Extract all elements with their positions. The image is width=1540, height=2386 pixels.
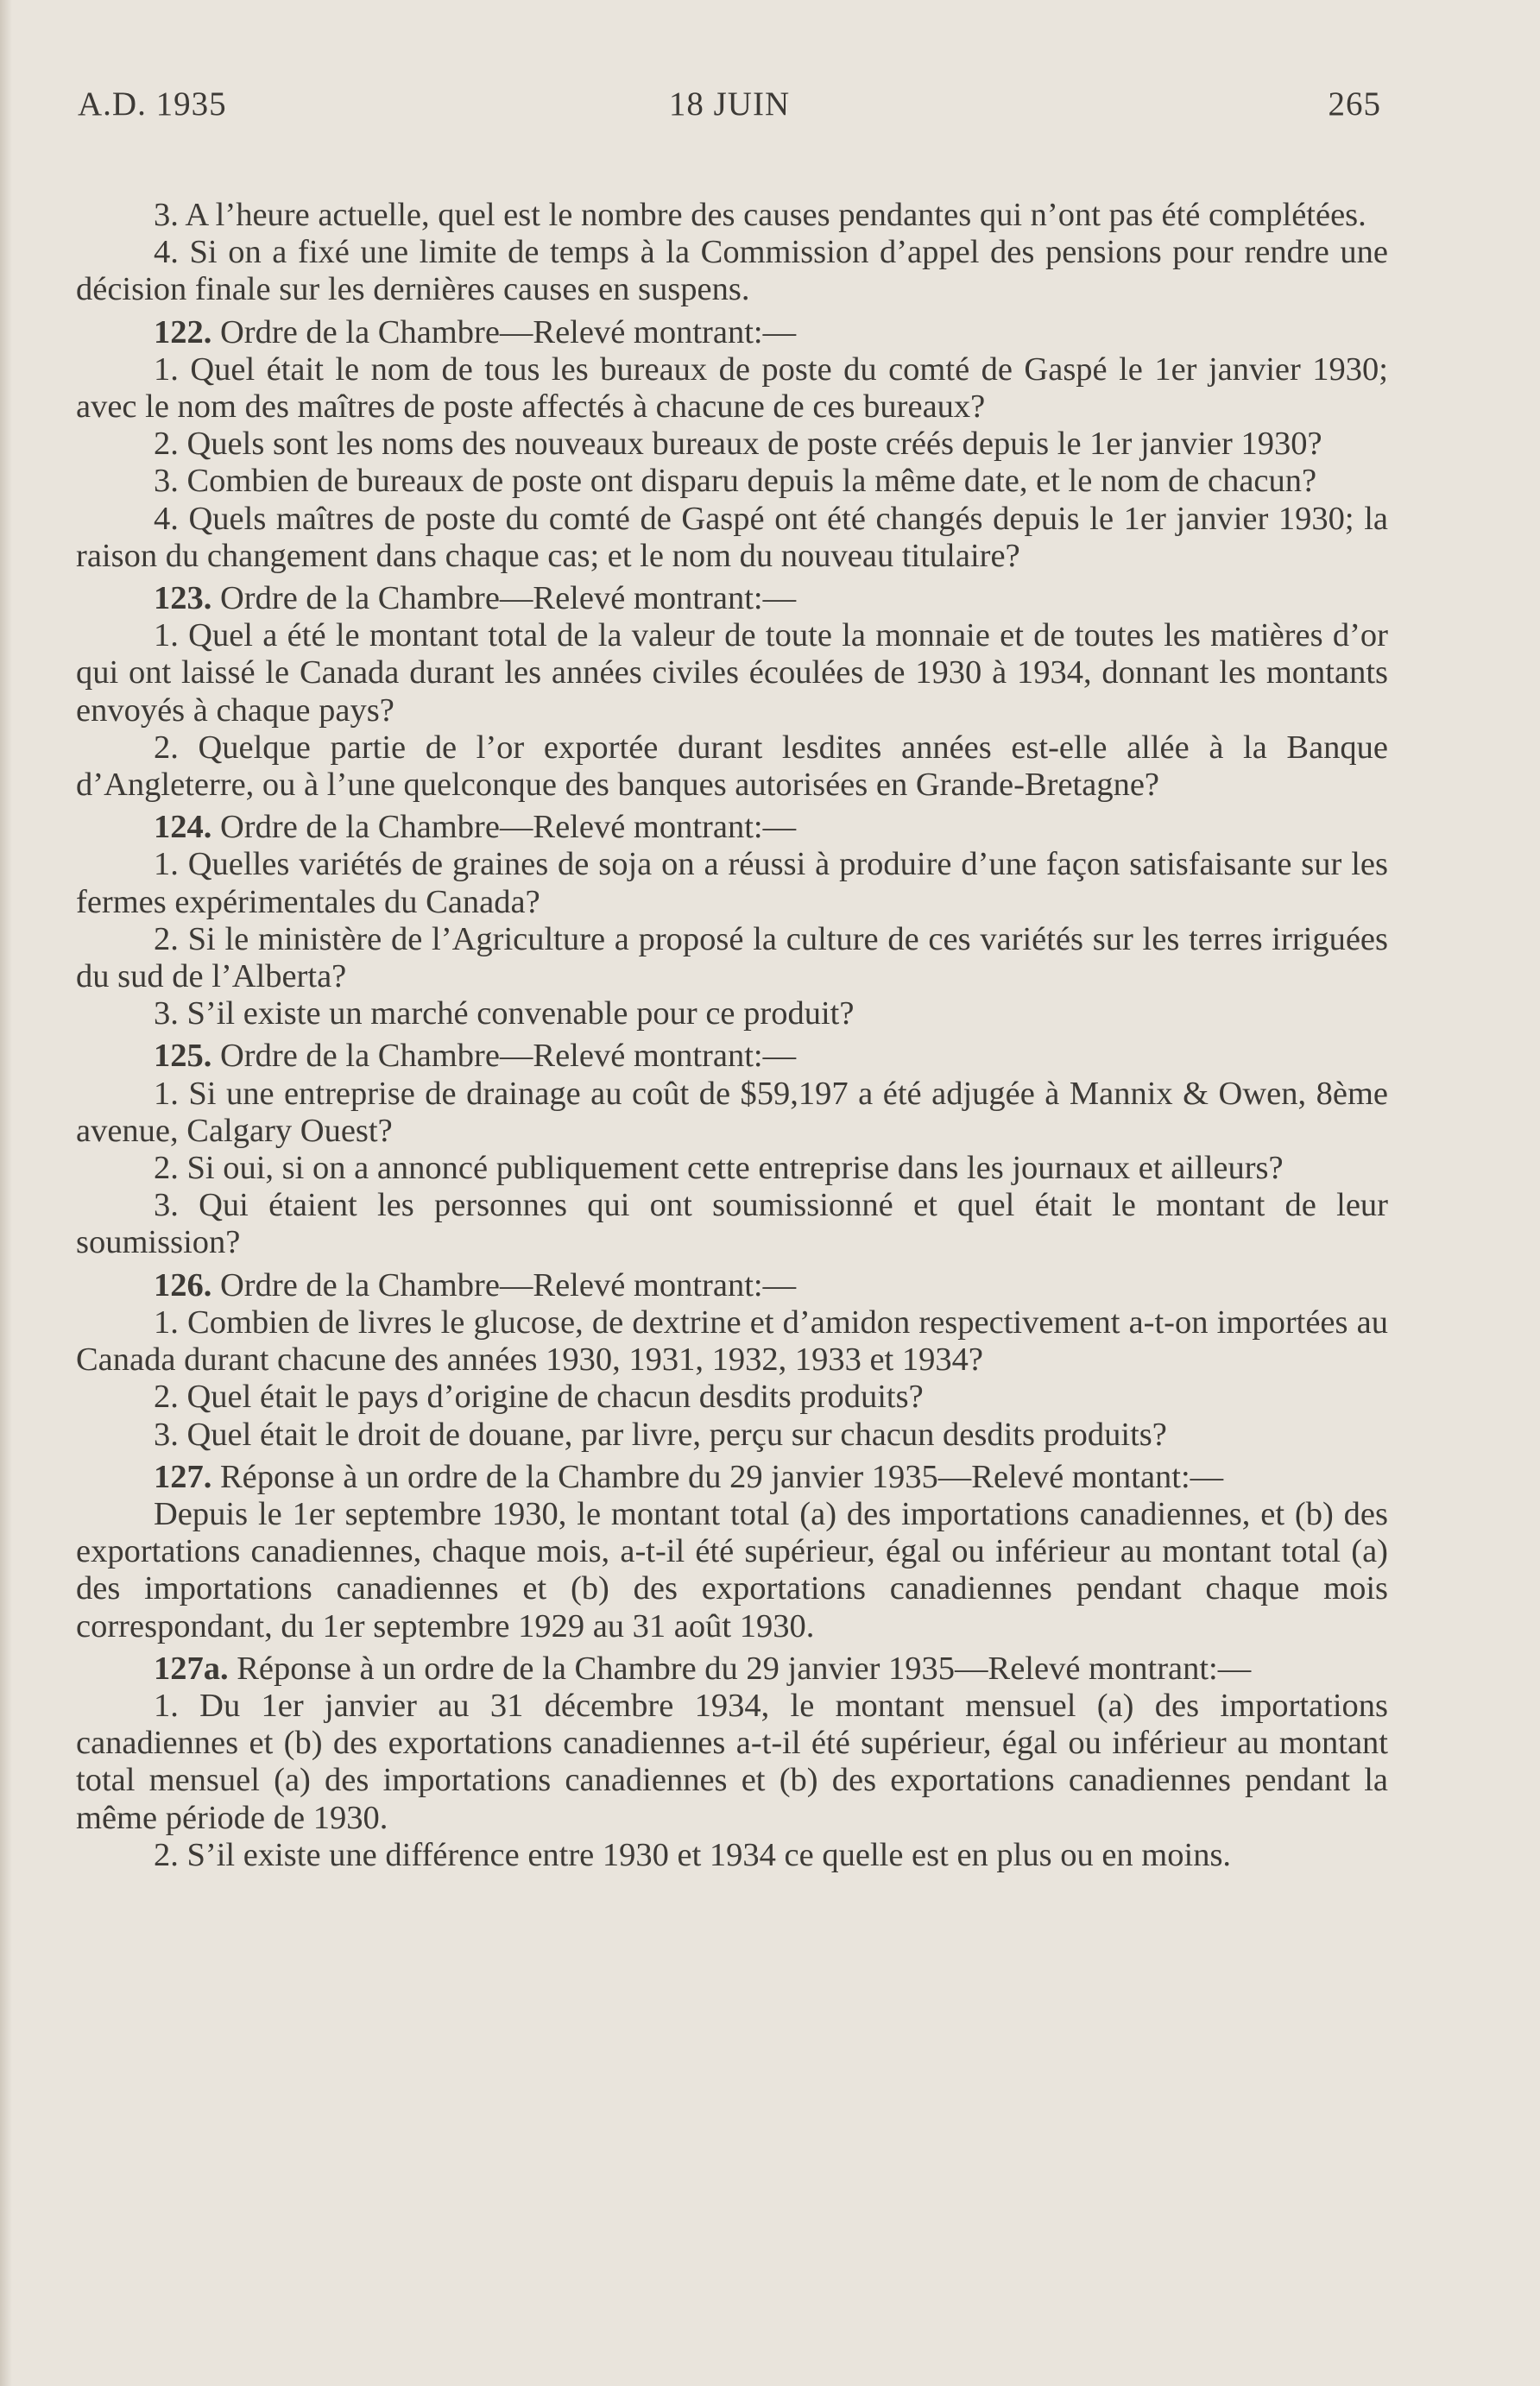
paragraph-text: 1. Combien de livres le glucose, de dextrine et d’amidon respectivement a-t-on importées au Canada durant chacune des années 1930, 1931, 1932, 1933 et 1934? bbox=[76, 1303, 1388, 1379]
question-paragraph bbox=[76, 1417, 1388, 1454]
paragraph-text: Ordre de la Chambre—Relevé montrant:— bbox=[220, 809, 797, 846]
paragraph-text: Depuis le 1er septembre 1930, le montant total (a) des importations canadiennes, et (b) des exportations canadiennes, chaque mois, a-t-il été supérieur, égal ou inférieur au montant total (a) des importations canadiennes et (b) des exportations canadiennes pendant chaque mois correspondant, du 1er septembre 1929 au 31 août 1930. bbox=[76, 1495, 1388, 1644]
paragraph-text: 4. Quels maîtres de poste du comté de Gaspé ont été changés depuis le 1er janvier 1930; la raison du changement dans chaque cas; et le nom du nouveau titulaire? bbox=[76, 500, 1388, 574]
paragraph-text: Ordre de la Chambre—Relevé montrant:— bbox=[220, 1266, 797, 1303]
question-paragraph bbox=[76, 617, 1388, 729]
header-date: 18 JUIN bbox=[668, 85, 791, 123]
paragraph-text: 2. S’il existe une différence entre 1930 et 1934 ce quelle est en plus ou en moins. bbox=[154, 1836, 1232, 1873]
header-year: A.D. 1935 bbox=[78, 85, 227, 123]
order-number: 124. bbox=[154, 809, 212, 846]
page-header bbox=[78, 85, 1381, 136]
page-edge bbox=[0, 0, 12, 2386]
question-paragraph bbox=[76, 1496, 1388, 1645]
question-paragraph bbox=[76, 1187, 1388, 1261]
paragraph-text: 3. S’il existe un marché convenable pour ce produit? bbox=[154, 995, 855, 1032]
paragraph-text: Ordre de la Chambre—Relevé montrant:— bbox=[220, 313, 797, 350]
paragraph-text: 2. Quel était le pays d’origine de chacun desdits produits? bbox=[154, 1379, 924, 1416]
page-number: 265 bbox=[1328, 85, 1381, 123]
question-paragraph bbox=[76, 846, 1388, 920]
paragraph-text: 1. Si une entreprise de drainage au coût de $59,197 a été adjugée à Mannix & Owen, 8ème avenue, Calgary Ouest? bbox=[76, 1075, 1388, 1149]
paragraph-text: 1. Du 1er janvier au 31 décembre 1934, le montant mensuel (a) des importations canadiennes et (b) des exportations canadiennes a-t-il été supérieur, égal ou inférieur au montant total mensuel (a) des importations canadiennes et (b) des exportations canadiennes pendant la même période de 1930. bbox=[76, 1687, 1388, 1836]
paragraph-text: 3. Quel était le droit de douane, par livre, perçu sur chacun desdits produits? bbox=[154, 1416, 1167, 1453]
order-number: 123. bbox=[154, 580, 212, 617]
question-paragraph bbox=[76, 1150, 1388, 1187]
paragraph-text: 2. Quels sont les noms des nouveaux bureaux de poste créés depuis le 1er janvier 1930? bbox=[154, 426, 1322, 463]
paragraph-text: 3. Qui étaient les personnes qui ont soumissionné et quel était le montant de leur soumission? bbox=[76, 1187, 1388, 1261]
question-paragraph bbox=[76, 351, 1388, 426]
question-paragraph bbox=[76, 1837, 1388, 1874]
order-paragraph bbox=[76, 1459, 1388, 1496]
order-number: 127a. bbox=[154, 1650, 229, 1687]
paragraph-text: 3. A l’heure actuelle, quel est le nombre des causes pendantes qui n’ont pas été complétées. bbox=[154, 197, 1366, 233]
order-paragraph bbox=[76, 1038, 1388, 1075]
paragraph-text: 2. Si oui, si on a annoncé publiquement cette entreprise dans les journaux et ailleurs? bbox=[154, 1150, 1284, 1187]
question-paragraph bbox=[76, 426, 1388, 463]
question-paragraph bbox=[76, 1304, 1388, 1379]
paragraph-text: Réponse à un ordre de la Chambre du 29 janvier 1935—Relevé montant:— bbox=[220, 1458, 1224, 1495]
question-paragraph bbox=[76, 1379, 1388, 1416]
order-number: 126. bbox=[154, 1266, 212, 1303]
question-paragraph bbox=[76, 729, 1388, 804]
question-paragraph bbox=[76, 234, 1388, 308]
order-paragraph bbox=[76, 314, 1388, 351]
paragraph-text: 1. Quel a été le montant total de la valeur de toute la monnaie et de toutes les matières d’or qui ont laissé le Canada durant les années civiles écoulées de 1930 à 1934, donnant les montants envoyés à chaque pays? bbox=[76, 617, 1388, 729]
order-number: 127. bbox=[154, 1458, 212, 1495]
paragraph-text: 3. Combien de bureaux de poste ont disparu depuis la même date, et le nom de chacun? bbox=[154, 463, 1317, 500]
order-paragraph bbox=[76, 1267, 1388, 1304]
order-paragraph bbox=[76, 809, 1388, 846]
paragraph-text: 1. Quelles variétés de graines de soja on a réussi à produire d’une façon satisfaisante sur les fermes expérimentales du Canada? bbox=[76, 846, 1388, 920]
question-paragraph bbox=[76, 921, 1388, 995]
question-paragraph bbox=[76, 1688, 1388, 1837]
paragraph-text: 2. Quelque partie de l’or exportée durant lesdites années est-elle allée à la Banque d’Angleterre, ou à l’une quelconque des banques autorisées en Grande-Bretagne? bbox=[76, 729, 1388, 804]
order-paragraph bbox=[76, 580, 1388, 617]
question-paragraph bbox=[76, 197, 1388, 234]
paragraph-text: 2. Si le ministère de l’Agriculture a proposé la culture de ces variétés sur les terres irriguées du sud de l’Alberta? bbox=[76, 920, 1388, 995]
order-paragraph bbox=[76, 1651, 1388, 1688]
paragraph-text: Ordre de la Chambre—Relevé montrant:— bbox=[220, 1038, 797, 1075]
question-paragraph bbox=[76, 501, 1388, 575]
question-paragraph bbox=[76, 1076, 1388, 1150]
page-body bbox=[76, 197, 1388, 1874]
order-number: 125. bbox=[154, 1038, 212, 1075]
paragraph-text: 4. Si on a fixé une limite de temps à la Commission d’appel des pensions pour rendre une décision finale sur les dernières causes en suspens. bbox=[76, 234, 1388, 308]
question-paragraph bbox=[76, 463, 1388, 500]
paragraph-text: Réponse à un ordre de la Chambre du 29 janvier 1935—Relevé montrant:— bbox=[237, 1650, 1252, 1687]
paragraph-text: 1. Quel était le nom de tous les bureaux de poste du comté de Gaspé le 1er janvier 1930; avec le nom des maîtres de poste affectés à chacune de ces bureaux? bbox=[76, 350, 1388, 426]
paragraph-text: Ordre de la Chambre—Relevé montrant:— bbox=[220, 580, 797, 617]
question-paragraph bbox=[76, 995, 1388, 1032]
order-number: 122. bbox=[154, 313, 212, 350]
